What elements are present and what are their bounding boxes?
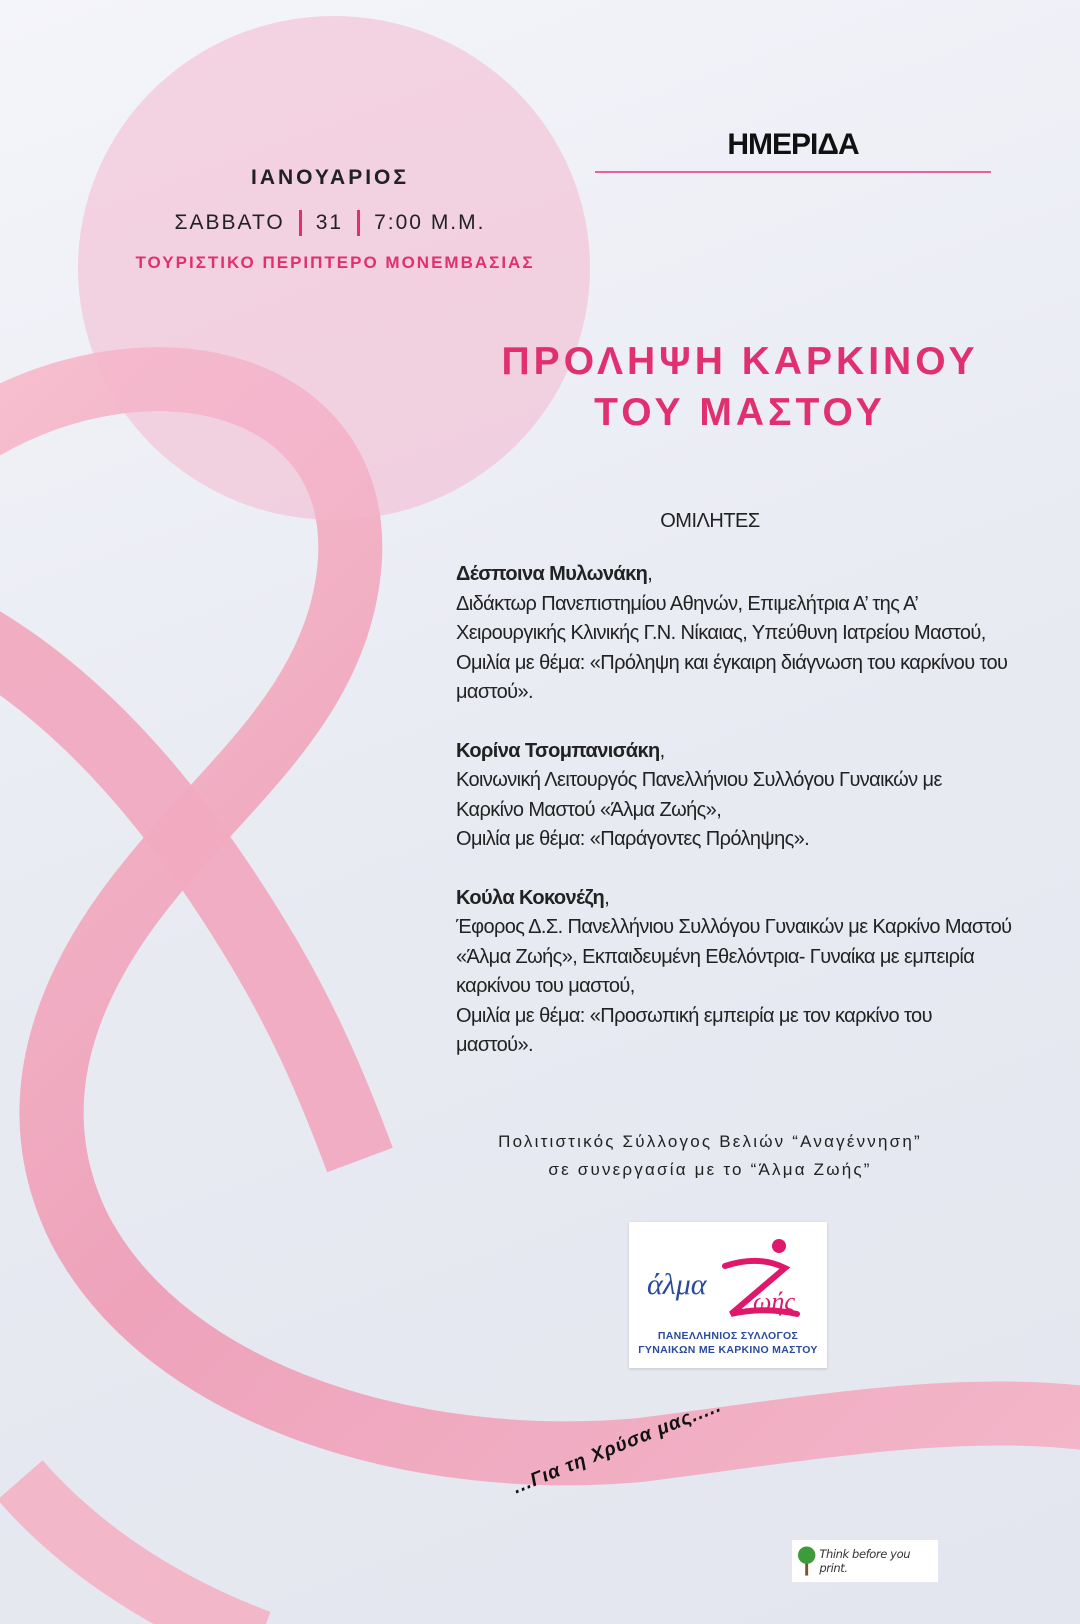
date-separator [357, 210, 360, 236]
event-weekday: ΣΑΒΒΑΤΟ [174, 211, 285, 234]
speaker-role: Διδάκτωρ Πανεπιστημίου Αθηνών, Επιμελήτρια Α’ της Α’ Χειρουργικής Κλινικής Γ.Ν. Νίκαιας, Υπεύθυνη Ιατρείου Μαστού, [456, 592, 986, 644]
logo-mark-icon [629, 1222, 827, 1330]
think-before-print-text: Think before you print. [819, 1547, 911, 1575]
speaker-talk: Ομιλία με θέμα: «Παράγοντες Πρόληψης». [456, 828, 810, 850]
organizers-line2: σε συνεργασία με το “Άλμα Ζωής” [548, 1160, 872, 1179]
speaker-role: Έφορος Δ.Σ. Πανελλήνιου Συλλόγου Γυναικών με Καρκίνο Μαστού «Άλμα Ζωής», Εκπαιδευμένη Εθελόντρια- Γυναίκα με εμπειρία καρκίνου του μαστού, [456, 916, 1012, 997]
event-time: 7:00 Μ.Μ. [374, 211, 486, 234]
logo-word2: ωής [753, 1287, 795, 1316]
event-day: 31 [315, 211, 344, 234]
event-venue: ΤΟΥΡΙΣΤΙΚΟ ΠΕΡΙΠΤΕΡΟ ΜΟΝΕΜΒΑΣΙΑΣ [135, 253, 535, 272]
think-before-print-badge [792, 1540, 938, 1582]
speakers-list [456, 560, 1012, 1090]
event-month: ΙΑΝΟΥΑΡΙΟΣ [251, 166, 409, 189]
event-title-line2: ΤΟΥ ΜΑΣΤΟΥ [594, 391, 886, 434]
dedication-slogan: ...Για τη Χρύσα μας..... [509, 1395, 725, 1499]
organizers-line1: Πολιτιστικός Σύλλογος Βελιών “Αναγέννηση” [498, 1132, 922, 1151]
speaker-talk: Ομιλία με θέμα: «Προσωπική εμπειρία με τον καρκίνο του μαστού». [456, 1004, 932, 1056]
speaker-name: Κούλα Κοκονέζη [456, 886, 605, 909]
speaker-talk: Ομιλία με θέμα: «Πρόληψη και έγκαιρη διάγνωση του καρκίνου του μαστού». [456, 651, 1008, 703]
logo-word1: άλμα [647, 1268, 707, 1301]
speaker-role: Κοινωνική Λειτουργός Πανελλήνιου Συλλόγου Γυναικών με Καρκίνο Μαστού «Άλμα Ζωής», [456, 769, 942, 821]
speaker-name: Δέσποινα Μυλωνάκη [456, 563, 648, 585]
logo-text-line2: ΓΥΝΑΙΚΩΝ ΜΕ ΚΑΡΚΙΝΟ ΜΑΣΤΟΥ [638, 1344, 818, 1356]
speaker-entry: Κούλα Κοκονέζη, Έφορος Δ.Σ. Πανελλήνιου Συλλόγου Γυναικών με Καρκίνο Μαστού «Άλμα Ζωής», Εκπαιδευμένη Εθελόντρια- Γυναίκα με εμπειρία καρκίνου του μαστού, Ομιλία με θέμα: «Προσωπική εμπειρία με τον καρκίνο του μαστού». [456, 886, 1012, 1056]
logo-text-line1: ΠΑΝΕΛΛΗΝΙΟΣ ΣΥΛΛΟΓΟΣ [657, 1330, 799, 1342]
alma-zois-logo [629, 1222, 827, 1368]
speakers-heading: ΟΜΙΛΗΤΕΣ [660, 510, 760, 532]
speaker-entry: Κορίνα Τσομπανισάκη, Κοινωνική Λειτουργός Πανελλήνιου Συλλόγου Γυναικών με Καρκίνο Μαστού «Άλμα Ζωής», Ομιλία με θέμα: «Παράγοντες Πρόληψης». [456, 739, 942, 850]
event-date-row [110, 210, 550, 236]
speaker-name: Κορίνα Τσομπανισάκη [456, 739, 660, 762]
speaker-entry: Δέσποινα Μυλωνάκη, Διδάκτωρ Πανεπιστημίου Αθηνών, Επιμελήτρια Α’ της Α’ Χειρουργικής Κλινικής Γ.Ν. Νίκαιας, Υπεύθυνη Ιατρείου Μαστού, Ομιλία με θέμα: «Πρόληψη και έγκαιρη διάγνωση του καρκίνου του μαστού». [456, 563, 1008, 703]
event-title-line1: ΠΡΟΛΗΨΗ ΚΑΡΚΙΝΟΥ [501, 340, 979, 383]
date-separator [299, 210, 302, 236]
event-title [480, 336, 1000, 438]
event-type: ΗΜΕΡΙΔΑ [727, 128, 859, 161]
organizers [430, 1128, 990, 1184]
tree-icon [796, 1544, 817, 1578]
event-type-underline [595, 171, 991, 173]
